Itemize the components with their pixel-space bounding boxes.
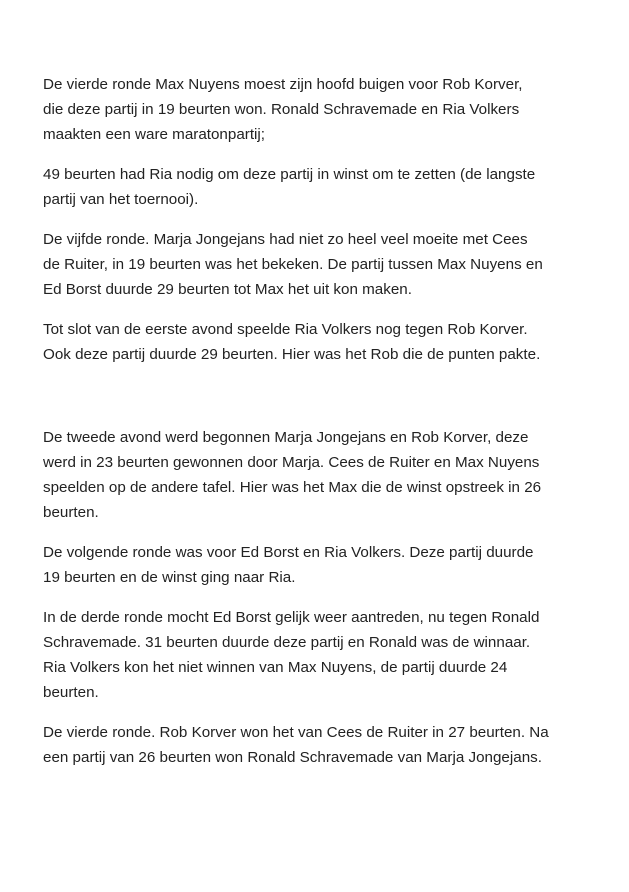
text-line: partij van het toernooi). bbox=[43, 191, 199, 208]
text-line: speelden op de andere tafel. Hier was het Max die de winst opstreek in 26 bbox=[43, 479, 542, 496]
text-line: De tweede avond werd begonnen Marja Jongejans en Rob Korver, deze bbox=[43, 429, 529, 446]
paragraph bbox=[43, 425, 613, 525]
text-line: De vijfde ronde. Marja Jongejans had niet zo heel veel moeite met Cees bbox=[43, 231, 528, 248]
text-line: Ria Volkers kon het niet winnen van Max Nuyens, de partij duurde 24 bbox=[43, 659, 508, 676]
paragraph bbox=[43, 162, 613, 212]
text-line: maakten een ware maratonpartij; bbox=[43, 126, 266, 143]
paragraph bbox=[43, 605, 613, 705]
section-second-evening bbox=[43, 425, 613, 785]
paragraph bbox=[43, 317, 613, 367]
text-line: beurten. bbox=[43, 504, 99, 521]
text-line: In de derde ronde mocht Ed Borst gelijk weer aantreden, nu tegen Ronald bbox=[43, 609, 540, 626]
text-line: die deze partij in 19 beurten won. Ronald Schravemade en Ria Volkers bbox=[43, 101, 520, 118]
paragraph bbox=[43, 720, 613, 770]
text-line: beurten. bbox=[43, 684, 99, 701]
text-line: Ook deze partij duurde 29 beurten. Hier was het Rob die de punten pakte. bbox=[43, 346, 541, 363]
paragraph bbox=[43, 227, 613, 302]
text-line: 19 beurten en de winst ging naar Ria. bbox=[43, 569, 296, 586]
text-line: De vierde ronde Max Nuyens moest zijn hoofd buigen voor Rob Korver, bbox=[43, 76, 523, 93]
text-line: 49 beurten had Ria nodig om deze partij in winst om te zetten (de langste bbox=[43, 166, 536, 183]
text-line: Tot slot van de eerste avond speelde Ria Volkers nog tegen Rob Korver. bbox=[43, 321, 528, 338]
paragraph bbox=[43, 72, 613, 147]
text-line: De volgende ronde was voor Ed Borst en Ria Volkers. Deze partij duurde bbox=[43, 544, 534, 561]
text-line: een partij van 26 beurten won Ronald Schravemade van Marja Jongejans. bbox=[43, 749, 542, 766]
text-line: werd in 23 beurten gewonnen door Marja. Cees de Ruiter en Max Nuyens bbox=[43, 454, 540, 471]
section-first-evening bbox=[43, 72, 613, 382]
text-line: de Ruiter, in 19 beurten was het bekeken. De partij tussen Max Nuyens en bbox=[43, 256, 543, 273]
text-line: Ed Borst duurde 29 beurten tot Max het uit kon maken. bbox=[43, 281, 412, 298]
text-line: De vierde ronde. Rob Korver won het van Cees de Ruiter in 27 beurten. Na bbox=[43, 724, 549, 741]
paragraph bbox=[43, 540, 613, 590]
text-line: Schravemade. 31 beurten duurde deze partij en Ronald was de winnaar. bbox=[43, 634, 531, 651]
